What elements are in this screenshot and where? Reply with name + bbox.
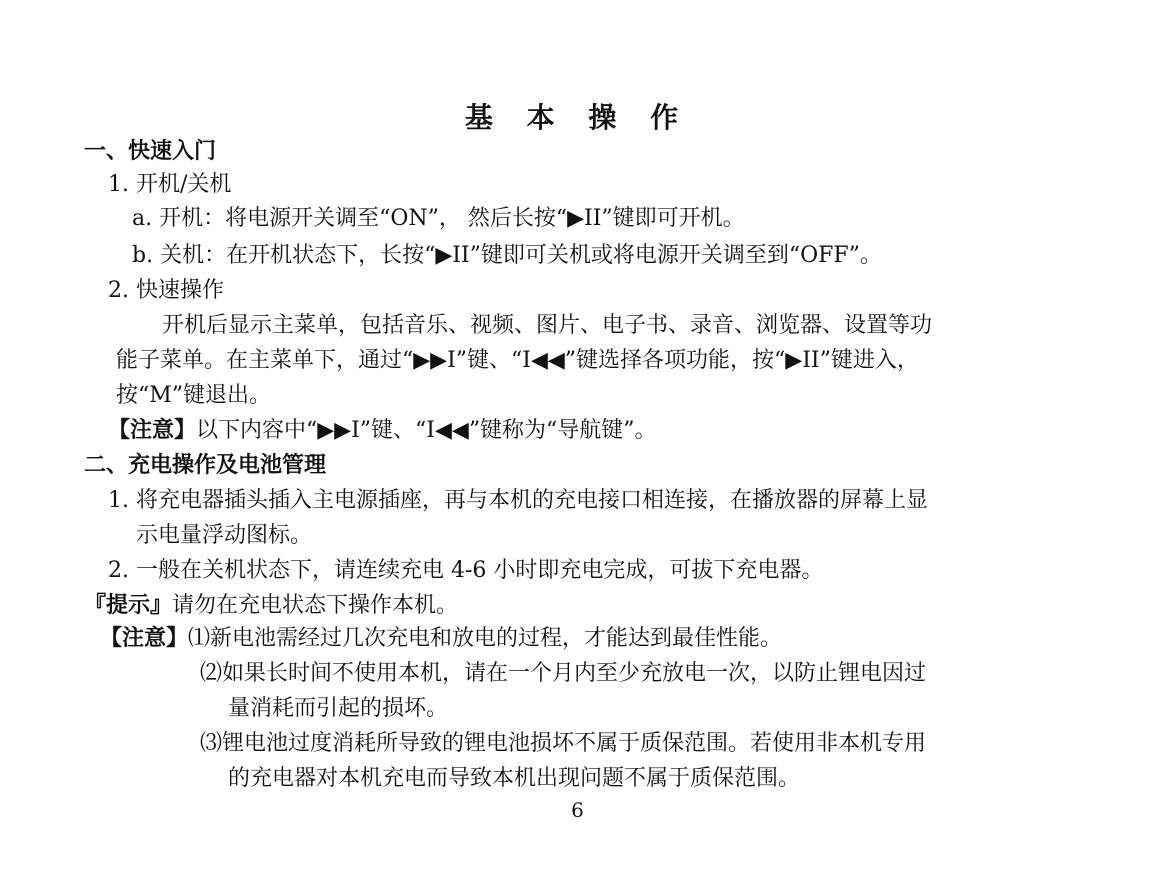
note-label: 【注意】 (108, 418, 197, 443)
power-off-text: b. 关机：在开机状态下，长按“▶II”键即可关机或将电源开关调至到“OFF”。 (132, 243, 882, 268)
quick-operation-line3: 按“M”键退出。 (116, 383, 272, 408)
battery-note3-line2: 的充电器对本机充电而导致本机出现问题不属于质保范围。 (228, 766, 801, 791)
charging-step1-line2: 示电量浮动图标。 (136, 523, 313, 548)
charging-step1-line1: 1. 将充电器插头插入主电源插座，再与本机的充电接口相连接，在播放器的屏幕上显 (108, 488, 928, 513)
tip-text: 请勿在充电状态下操作本机。 (172, 593, 459, 618)
charging-step2: 2. 一般在关机状态下，请连续充电 4-6 小时即充电完成，可拔下充电器。 (108, 558, 824, 583)
section1-note (108, 415, 657, 447)
note-text: 以下内容中“▶▶I”键、“I◀◀”键称为“导航键”。 (196, 418, 657, 443)
power-onoff-heading: 1. 开机/关机 (108, 172, 232, 197)
charging-tip (84, 590, 458, 622)
tip-label: 『提示』 (84, 593, 173, 618)
battery-note-label: 【注意】 (100, 626, 189, 651)
section1-heading: 一、快速入门 (84, 139, 217, 164)
battery-note3-line1: ⑶锂电池过度消耗所导致的锂电池损坏不属于质保范围。若使用非本机专用 (200, 731, 927, 756)
quick-operation-line2: 能子菜单。在主菜单下，通过“▶▶I”键、“I◀◀”键选择各项功能，按“▶II”键进入， (116, 348, 919, 373)
power-on-text: a. 开机：将电源开关调至“ON”， 然后长按“▶II”键即可开机。 (132, 206, 745, 231)
battery-note1-row (100, 623, 782, 655)
section2-heading: 二、充电操作及电池管理 (84, 453, 327, 478)
page-number: 6 (571, 798, 584, 822)
battery-note1: ⑴新电池需经过几次充电和放电的过程，才能达到最佳性能。 (188, 626, 783, 651)
battery-note2-line2: 量消耗而引起的损坏。 (228, 696, 449, 721)
battery-note2-line1: ⑵如果长时间不使用本机，请在一个月内至少充放电一次，以防止锂电因过 (200, 661, 927, 686)
quick-operation-heading: 2. 快速操作 (108, 278, 224, 303)
page-title: 基 本 操 作 (464, 101, 691, 134)
quick-operation-line1: 开机后显示主菜单，包括音乐、视频、图片、电子书、录音、浏览器、设置等功 (162, 313, 933, 338)
